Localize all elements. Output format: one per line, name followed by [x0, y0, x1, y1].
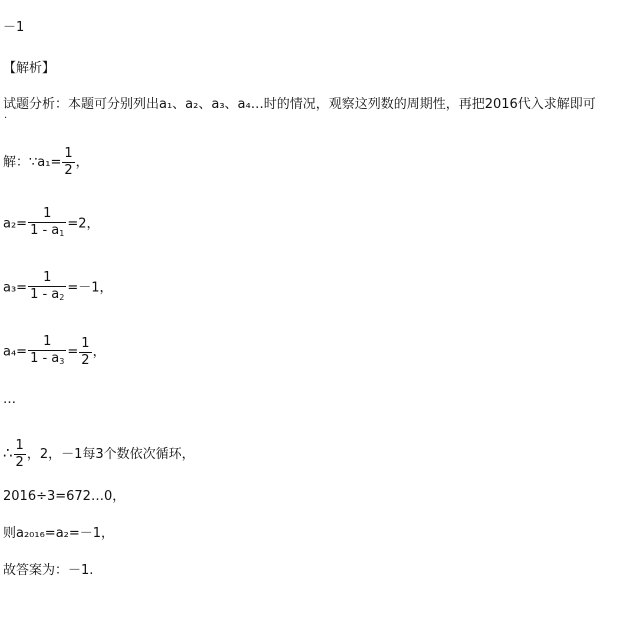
a4-equals: =: [67, 344, 79, 360]
conclusion-line: 则a₂₀₁₆=a₂=－1，: [3, 526, 115, 541]
a3-rhs: =－1，: [67, 280, 113, 296]
a3-den-sub: 2: [59, 293, 65, 302]
a1-suffix: ，: [75, 155, 89, 170]
ellipsis: …: [3, 392, 16, 407]
a3-den-text: 1 - a: [30, 287, 60, 302]
solution-a3-line: [3, 270, 113, 306]
a1-numerator: 1: [64, 146, 73, 161]
therefore-symbol: ∴: [3, 444, 13, 462]
a3-lhs: a₃=: [3, 280, 28, 296]
cycle-line: [3, 438, 195, 471]
a4-value-denominator: 2: [81, 352, 90, 368]
a4-den-sub: 3: [59, 357, 65, 366]
a2-fraction: [28, 206, 66, 242]
cycle-numerator: 1: [15, 438, 24, 453]
a2-numerator: 1: [43, 206, 52, 221]
cycle-denominator: 2: [15, 455, 24, 470]
division-line: 2016÷3=672…0，: [3, 489, 126, 504]
a4-value-numerator: 1: [81, 335, 90, 351]
a4-value-fraction: [79, 336, 91, 369]
a1-denominator: 2: [64, 163, 73, 178]
a3-numerator: 1: [43, 270, 52, 285]
cycle-suffix: ，2，－1每3个数依次循环，: [26, 447, 195, 462]
analysis-continuation: .: [4, 110, 8, 121]
a4-numerator: 1: [43, 334, 52, 349]
solution-a2-line: [3, 206, 100, 242]
analysis-text: 试题分析：本题可分别列出a₁、a₂、a₃、a₄…时的情况，观察这列数的周期性，再把2016代入求解即可: [3, 97, 596, 112]
a4-fraction: [28, 334, 66, 370]
cycle-fraction: [14, 438, 26, 471]
a2-denominator: [28, 223, 66, 242]
a2-den-text: 1 - a: [30, 223, 60, 238]
a2-den-sub: 1: [59, 229, 65, 238]
a1-fraction: [62, 146, 74, 179]
final-answer: 故答案为：－1.: [3, 563, 94, 578]
a2-lhs: a₂=: [3, 216, 28, 232]
a3-fraction: [28, 270, 66, 306]
solution-a4-line: [3, 334, 106, 370]
a4-rhs: ，: [92, 344, 106, 360]
answer-value: －1: [3, 20, 25, 35]
a4-denominator: [28, 351, 66, 370]
a1-prefix: 解：∵a₁=: [3, 155, 62, 170]
a2-rhs: =2，: [67, 216, 100, 232]
solution-a1-line: [3, 146, 89, 179]
section-header: 【解析】: [3, 61, 56, 76]
a4-lhs: a₄=: [3, 344, 28, 360]
a3-denominator: [28, 287, 66, 306]
a4-den-text: 1 - a: [30, 351, 60, 366]
